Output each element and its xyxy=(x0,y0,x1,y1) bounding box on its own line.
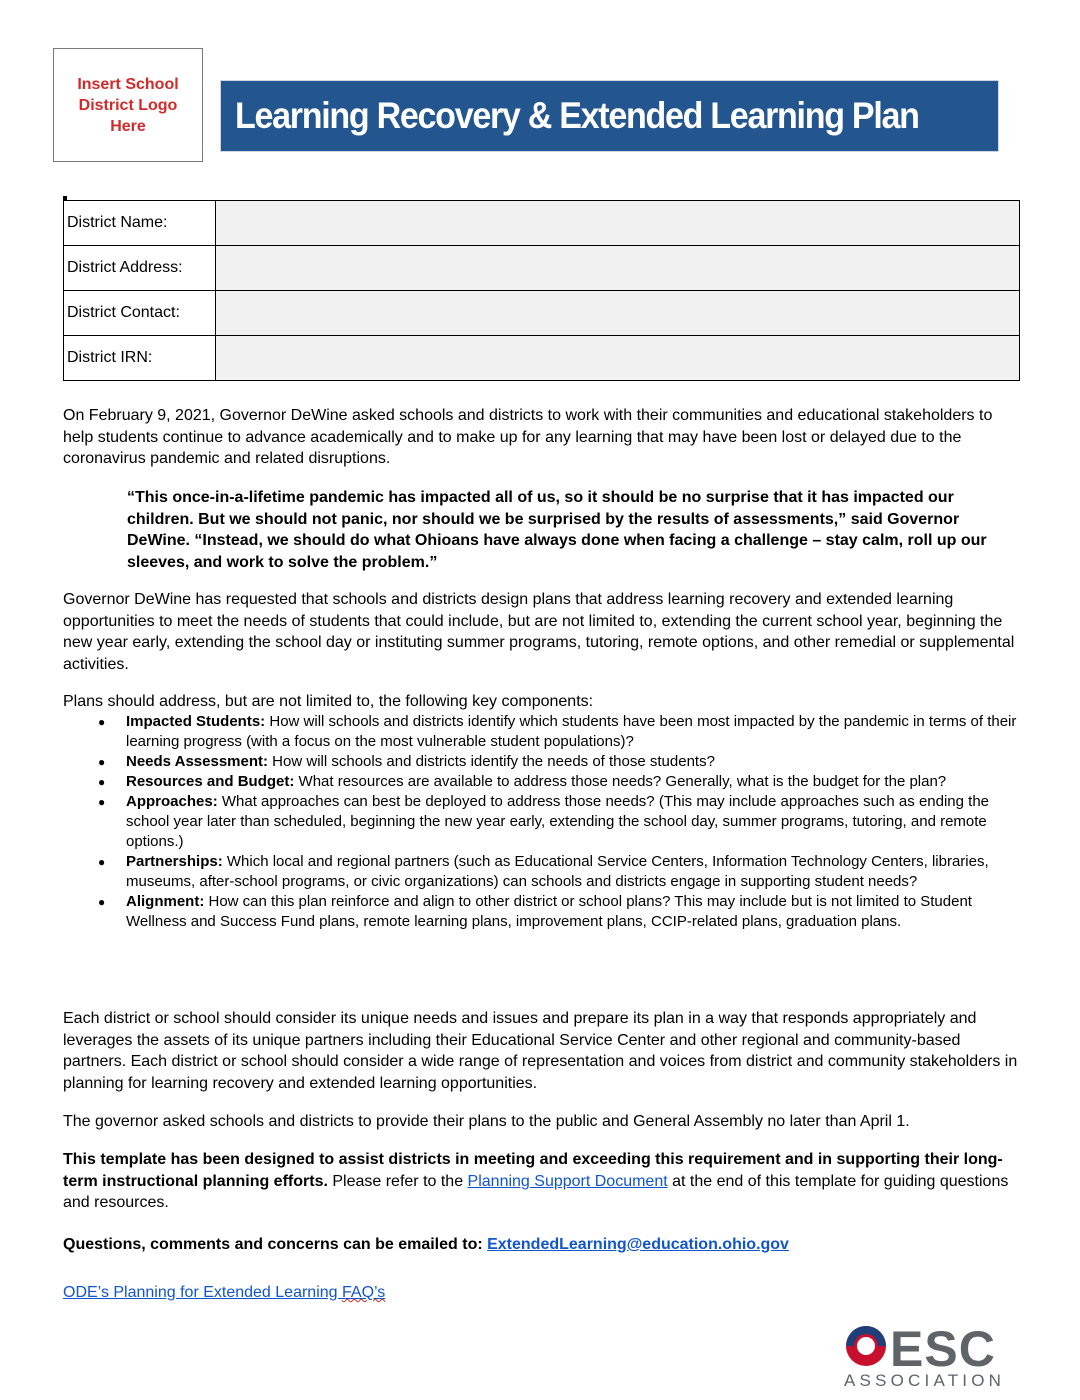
logo-sub-text: ASSOCIATION xyxy=(844,1371,1006,1388)
list-item xyxy=(63,852,1023,892)
list-item xyxy=(63,712,1023,752)
list-item xyxy=(63,772,1023,792)
request-paragraph: Governor DeWine has requested that schools and districts design plans that address learning recovery and extended learning opportunities to meet the needs of students that could include, but are not limited to, extending the current school year, beginning the new year early, extending the school day or instituting summer programs, tutoring, remote options, and other remedial or supplemental activities. xyxy=(63,591,1015,673)
planning-support-link[interactable]: Planning Support Document xyxy=(467,1172,668,1190)
table-row xyxy=(64,201,1020,246)
deadline-paragraph: The governor asked schools and districts to provide their plans to the public and General Assembly no later than April 1. xyxy=(63,1113,910,1130)
questions-paragraph xyxy=(63,1234,1023,1256)
page-title: Learning Recovery & Extended Learning Plan xyxy=(235,95,919,136)
component-text: What resources are available to address those needs? Generally, what is the budget for the plan? xyxy=(294,773,947,790)
table-row xyxy=(64,246,1020,291)
template-paragraph xyxy=(63,1149,1023,1214)
list-item xyxy=(63,892,1023,932)
table-row xyxy=(64,291,1020,336)
component-text: How will schools and districts identify which students have been most impacted by the pandemic in terms of their learning progress (with a focus on the most vulnerable student populations)? xyxy=(126,713,1017,750)
component-text: How can this plan reinforce and align to other district or school plans? This may include but is not limited to Student Wellness and Success Fund plans, remote learning plans, improvement plans, CCIP-related plans, graduation plans. xyxy=(126,893,972,930)
faq-link[interactable] xyxy=(63,1284,385,1301)
district-irn-field[interactable] xyxy=(216,336,1020,381)
component-term: Impacted Students: xyxy=(126,713,266,730)
component-term: Needs Assessment: xyxy=(126,753,269,770)
esc-association-logo xyxy=(840,1322,1040,1388)
logo-main-text: ESC xyxy=(890,1322,996,1377)
component-term: Partnerships: xyxy=(126,853,223,870)
questions-label: Questions, comments and concerns can be emailed to: xyxy=(63,1236,488,1253)
email-link[interactable]: ExtendedLearning@education.ohio.gov xyxy=(487,1236,789,1253)
district-contact-label: District Contact: xyxy=(64,291,216,336)
district-name-label: District Name: xyxy=(64,201,216,246)
district-contact-field[interactable] xyxy=(216,291,1020,336)
component-text: How will schools and districts identify the needs of those students? xyxy=(268,753,715,770)
components-intro: Plans should address, but are not limited to, the following key components: xyxy=(63,693,594,710)
page-title-banner xyxy=(220,80,999,152)
district-name-field[interactable] xyxy=(216,201,1020,246)
component-term: Approaches: xyxy=(126,793,218,810)
each-district-paragraph: Each district or school should consider its unique needs and issues and prepare its plan in a way that responds appropriately and leverages the assets of its unique partners including their Educational Service Center and other regional and community-based partners. Each district or school should consider a wide range of representation and voices from district and community stakeholders in planning for learning recovery and extended learning opportunities. xyxy=(63,1010,1018,1092)
faq-link-tail: FAQ’s xyxy=(342,1284,386,1301)
governor-quote: “This once-in-a-lifetime pandemic has impacted all of us, so it should be no surprise that it has impacted our children. But we should not panic, nor should we be surprised by the results of assessments,” said Governor DeWine. “Instead, we should do what Ohioans have always done when facing a challenge – stay calm, roll up our sleeves, and work to solve the problem.” xyxy=(127,489,987,571)
faq-paragraph xyxy=(63,1282,1023,1304)
district-irn-label: District IRN: xyxy=(64,336,216,381)
district-info-table xyxy=(63,200,1020,381)
district-address-label: District Address: xyxy=(64,246,216,291)
template-post-text: at the end of this template for guiding questions and resources. xyxy=(63,1172,1009,1211)
key-components-list xyxy=(63,712,1023,932)
list-item xyxy=(63,792,1023,852)
template-bold-text: This template has been designed to assist districts in meeting and exceeding this requirement and in supporting their long-term instructional planning efforts. xyxy=(63,1151,1003,1190)
component-term: Alignment: xyxy=(126,893,205,910)
logo-center-icon xyxy=(857,1337,875,1355)
list-item xyxy=(63,752,1023,772)
template-pre-text: Please refer to the xyxy=(327,1172,468,1190)
component-text: Which local and regional partners (such as Educational Service Centers, Information Technology Centers, libraries, museums, after-school programs, or civic organizations) can schools and districts engage in supporting student needs? xyxy=(126,853,989,890)
faq-link-main: ODE’s Planning for Extended Learning xyxy=(63,1284,342,1301)
component-term: Resources and Budget: xyxy=(126,773,295,790)
intro-paragraph: On February 9, 2021, Governor DeWine asked schools and districts to work with their communities and educational stakeholders to help students continue to advance academically and to make up for any learning that may have been lost or delayed due to the coronavirus pandemic and related disruptions. xyxy=(63,407,993,467)
component-text: What approaches can best be deployed to address those needs? (This may include approaches such as ending the school year later than scheduled, beginning the new year early, extending the school day, summer programs, tutoring, and remote options.) xyxy=(126,793,990,850)
table-row xyxy=(64,336,1020,381)
district-address-field[interactable] xyxy=(216,246,1020,291)
district-logo-placeholder: Insert School District Logo Here xyxy=(53,48,203,162)
